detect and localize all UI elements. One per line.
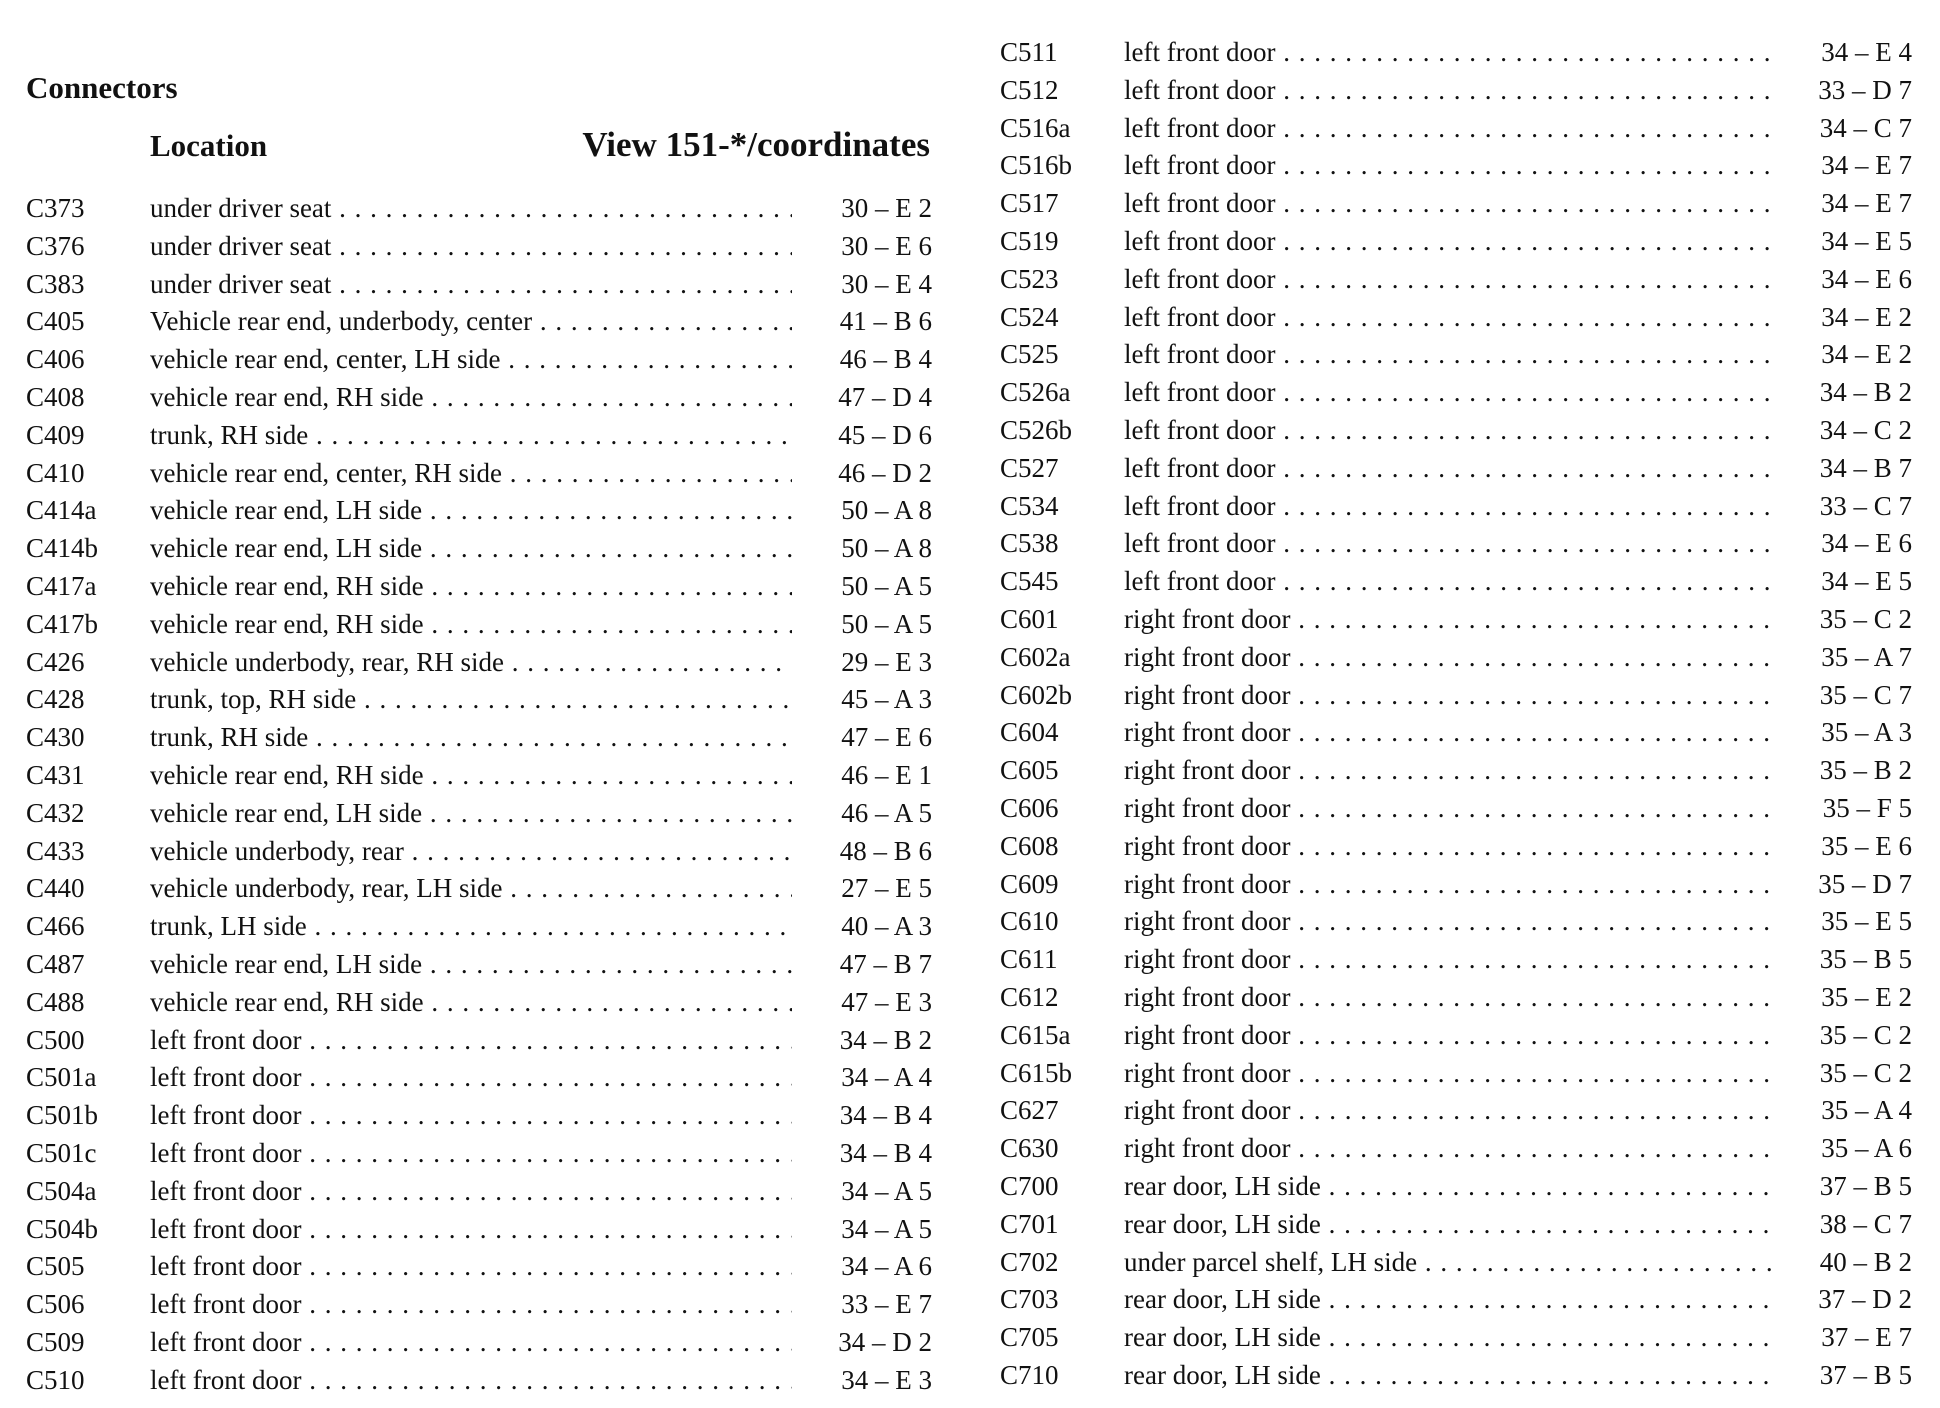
- connector-row: [26, 757, 932, 795]
- connector-location: rear door, LH side . . .: [1124, 1206, 1772, 1244]
- connector-code: C431: [26, 759, 85, 790]
- connector-location: left front door . . .: [150, 1135, 792, 1173]
- connector-row: [26, 379, 932, 417]
- connector-view-coordinate: 30 – E 4: [792, 266, 932, 304]
- connector-location: under driver seat . . .: [150, 266, 792, 304]
- connector-row: [26, 190, 932, 228]
- connector-view-coordinate: 41 – B 6: [792, 303, 932, 341]
- connector-location: right front door . . .: [1124, 903, 1772, 941]
- connector-location: left front door . . .: [150, 1324, 792, 1362]
- connector-row: [1000, 903, 1912, 941]
- connector-view-coordinate: 40 – B 2: [1772, 1244, 1912, 1282]
- connector-list-right: [1000, 34, 1912, 1395]
- connector-row: [26, 644, 932, 682]
- connector-row: [1000, 752, 1912, 790]
- connector-location: left front door . . .: [1124, 261, 1772, 299]
- connector-row: [1000, 1319, 1912, 1357]
- connector-code: C710: [1000, 1359, 1059, 1390]
- connector-code: C500: [26, 1024, 85, 1055]
- connector-view-coordinate: 35 – A 4: [1772, 1092, 1912, 1130]
- connector-view-coordinate: 34 – B 2: [1772, 374, 1912, 412]
- connector-code: C414b: [26, 533, 99, 564]
- connector-view-coordinate: 34 – E 2: [1772, 299, 1912, 337]
- connector-row: [1000, 1092, 1912, 1130]
- connector-code: C517: [1000, 188, 1059, 219]
- connector-row: [1000, 185, 1912, 223]
- connector-view-coordinate: 35 – A 3: [1772, 714, 1912, 752]
- connector-row: [1000, 525, 1912, 563]
- connector-code: C410: [26, 457, 85, 488]
- connector-view-coordinate: 47 – D 4: [792, 379, 932, 417]
- connector-location: right front door . . .: [1124, 1130, 1772, 1168]
- connector-location: left front door . . .: [150, 1022, 792, 1060]
- connector-view-coordinate: 34 – E 6: [1772, 261, 1912, 299]
- connector-location: left front door . . .: [150, 1362, 792, 1400]
- connector-location: left front door . . .: [150, 1097, 792, 1135]
- connector-view-coordinate: 34 – E 6: [1772, 525, 1912, 563]
- connector-row: [26, 1324, 932, 1362]
- connector-view-coordinate: 33 – E 7: [792, 1286, 932, 1324]
- connector-code: C630: [1000, 1133, 1059, 1164]
- connector-view-coordinate: 35 – C 2: [1772, 601, 1912, 639]
- connector-row: [1000, 1055, 1912, 1093]
- connector-code: C440: [26, 873, 85, 904]
- connector-view-coordinate: 47 – B 7: [792, 946, 932, 984]
- connector-location: left front door . . .: [1124, 147, 1772, 185]
- connector-code: C524: [1000, 301, 1059, 332]
- connector-view-coordinate: 35 – E 2: [1772, 979, 1912, 1017]
- connector-code: C426: [26, 646, 85, 677]
- connector-view-coordinate: 38 – C 7: [1772, 1206, 1912, 1244]
- connector-code: C527: [1000, 452, 1059, 483]
- connector-code: C516a: [1000, 112, 1071, 143]
- connector-view-coordinate: 34 – E 2: [1772, 336, 1912, 374]
- connector-row: [1000, 790, 1912, 828]
- connector-code: C504a: [26, 1175, 97, 1206]
- connector-code: C516b: [1000, 150, 1073, 181]
- connector-location: vehicle rear end, center, LH side . . .: [150, 341, 792, 379]
- connector-location: left front door . . .: [1124, 34, 1772, 72]
- connector-code: C512: [1000, 74, 1059, 105]
- connector-view-coordinate: 35 – A 7: [1772, 639, 1912, 677]
- connector-location: rear door, LH side . . .: [1124, 1281, 1772, 1319]
- connector-location: right front door . . .: [1124, 677, 1772, 715]
- connector-view-coordinate: 47 – E 3: [792, 984, 932, 1022]
- connector-code: C606: [1000, 792, 1059, 823]
- connector-row: [26, 1135, 932, 1173]
- connector-location: under driver seat . . .: [150, 228, 792, 266]
- connector-row: [26, 568, 932, 606]
- connector-view-coordinate: 50 – A 5: [792, 568, 932, 606]
- connector-location: vehicle rear end, LH side . . .: [150, 492, 792, 530]
- connector-location: rear door, LH side . . .: [1124, 1168, 1772, 1206]
- connector-view-coordinate: 33 – D 7: [1772, 72, 1912, 110]
- connector-code: C705: [1000, 1322, 1059, 1353]
- connector-code: C611: [1000, 944, 1058, 975]
- connector-location: right front door . . .: [1124, 866, 1772, 904]
- connector-view-coordinate: 34 – E 3: [792, 1362, 932, 1400]
- connector-view-coordinate: 46 – D 2: [792, 455, 932, 493]
- connector-code: C608: [1000, 830, 1059, 861]
- connector-row: [26, 1248, 932, 1286]
- connector-view-coordinate: 35 – B 5: [1772, 941, 1912, 979]
- connector-view-coordinate: 35 – E 5: [1772, 903, 1912, 941]
- connector-location: left front door . . .: [1124, 374, 1772, 412]
- connector-location: right front door . . .: [1124, 639, 1772, 677]
- connector-location: vehicle underbody, rear, RH side . . .: [150, 644, 792, 682]
- connector-code: C615b: [1000, 1057, 1073, 1088]
- connector-row: [26, 1059, 932, 1097]
- connector-view-coordinate: 34 – E 7: [1772, 185, 1912, 223]
- connector-location: left front door . . .: [1124, 336, 1772, 374]
- connector-row: [1000, 34, 1912, 72]
- connector-view-coordinate: 27 – E 5: [792, 870, 932, 908]
- connector-view-coordinate: 33 – C 7: [1772, 488, 1912, 526]
- connector-view-coordinate: 34 – E 7: [1772, 147, 1912, 185]
- connector-view-coordinate: 34 – B 4: [792, 1097, 932, 1135]
- connector-row: [1000, 72, 1912, 110]
- connector-view-coordinate: 35 – E 6: [1772, 828, 1912, 866]
- connector-row: [26, 833, 932, 871]
- connector-row: [1000, 677, 1912, 715]
- connector-location: left front door . . .: [150, 1286, 792, 1324]
- connector-code: C602a: [1000, 641, 1071, 672]
- connector-code: C501b: [26, 1100, 99, 1131]
- connector-view-coordinate: 34 – A 6: [792, 1248, 932, 1286]
- connector-view-coordinate: 34 – A 5: [792, 1173, 932, 1211]
- connector-code: C466: [26, 911, 85, 942]
- connector-code: C612: [1000, 981, 1059, 1012]
- connector-row: [1000, 110, 1912, 148]
- connector-code: C610: [1000, 906, 1059, 937]
- connector-row: [1000, 714, 1912, 752]
- connector-view-coordinate: 34 – E 5: [1772, 223, 1912, 261]
- connector-location: left front door . . .: [1124, 563, 1772, 601]
- connector-location: vehicle underbody, rear, LH side . . .: [150, 870, 792, 908]
- connector-location: left front door . . .: [1124, 488, 1772, 526]
- connector-view-coordinate: 35 – D 7: [1772, 866, 1912, 904]
- connector-code: C601: [1000, 603, 1059, 634]
- connector-row: [1000, 488, 1912, 526]
- connector-code: C604: [1000, 717, 1059, 748]
- connector-location: rear door, LH side . . .: [1124, 1357, 1772, 1395]
- connector-view-coordinate: 34 – B 2: [792, 1022, 932, 1060]
- connector-view-coordinate: 47 – E 6: [792, 719, 932, 757]
- connector-view-coordinate: 50 – A 5: [792, 606, 932, 644]
- connector-location: vehicle rear end, LH side . . .: [150, 795, 792, 833]
- connector-location: right front door . . .: [1124, 790, 1772, 828]
- connector-code: C383: [26, 268, 85, 299]
- connector-row: [26, 795, 932, 833]
- connector-code: C534: [1000, 490, 1059, 521]
- connector-code: C523: [1000, 263, 1059, 294]
- connector-location: right front door . . .: [1124, 979, 1772, 1017]
- connector-code: C519: [1000, 225, 1059, 256]
- connector-location: right front door . . .: [1124, 601, 1772, 639]
- connector-row: [26, 984, 932, 1022]
- connector-view-coordinate: 34 – C 7: [1772, 110, 1912, 148]
- connector-row: [1000, 1206, 1912, 1244]
- connector-code: C602b: [1000, 679, 1073, 710]
- connector-row: [1000, 1017, 1912, 1055]
- connector-location: left front door . . .: [150, 1059, 792, 1097]
- connector-code: C432: [26, 797, 85, 828]
- connector-code: C409: [26, 419, 85, 450]
- connector-view-coordinate: 35 – A 6: [1772, 1130, 1912, 1168]
- connector-code: C501a: [26, 1062, 97, 1093]
- connector-location: vehicle rear end, center, RH side . . .: [150, 455, 792, 493]
- connector-code: C700: [1000, 1170, 1059, 1201]
- connector-view-coordinate: 37 – E 7: [1772, 1319, 1912, 1357]
- connector-row: [1000, 412, 1912, 450]
- connector-row: [26, 1211, 932, 1249]
- connector-row: [1000, 450, 1912, 488]
- connector-row: [26, 266, 932, 304]
- connector-view-coordinate: 34 – E 5: [1772, 563, 1912, 601]
- connector-row: [26, 228, 932, 266]
- connector-code: C702: [1000, 1246, 1059, 1277]
- connector-code: C511: [1000, 37, 1058, 67]
- connector-code: C488: [26, 986, 85, 1017]
- connector-code: C526b: [1000, 414, 1073, 445]
- connector-row: [26, 530, 932, 568]
- connector-row: [1000, 639, 1912, 677]
- connector-view-coordinate: 40 – A 3: [792, 908, 932, 946]
- connector-row: [26, 908, 932, 946]
- connector-view-coordinate: 34 – E 4: [1772, 34, 1912, 72]
- connector-view-coordinate: 35 – C 2: [1772, 1055, 1912, 1093]
- connector-location: vehicle rear end, RH side . . .: [150, 379, 792, 417]
- connector-row: [1000, 336, 1912, 374]
- connector-row: [1000, 941, 1912, 979]
- connector-view-coordinate: 35 – C 7: [1772, 677, 1912, 715]
- connector-code: C428: [26, 684, 85, 715]
- connector-code: C417b: [26, 608, 99, 639]
- connector-row: [26, 1173, 932, 1211]
- connector-row: [1000, 828, 1912, 866]
- connector-location: left front door . . .: [1124, 72, 1772, 110]
- connector-row: [26, 417, 932, 455]
- section-title: Connectors: [26, 70, 178, 105]
- connector-row: [1000, 299, 1912, 337]
- connector-view-coordinate: 48 – B 6: [792, 833, 932, 871]
- connector-code: C627: [1000, 1095, 1059, 1126]
- connector-row: [26, 341, 932, 379]
- connector-location: left front door . . .: [150, 1248, 792, 1286]
- connector-row: [26, 1286, 932, 1324]
- connector-code: C417a: [26, 570, 97, 601]
- connector-code: C609: [1000, 868, 1059, 899]
- connector-view-coordinate: 46 – A 5: [792, 795, 932, 833]
- connector-code: C506: [26, 1289, 85, 1320]
- connector-code: C408: [26, 381, 85, 412]
- connector-view-coordinate: 35 – B 2: [1772, 752, 1912, 790]
- connector-view-coordinate: 50 – A 8: [792, 530, 932, 568]
- connector-view-coordinate: 29 – E 3: [792, 644, 932, 682]
- connector-location: trunk, RH side . . .: [150, 719, 792, 757]
- connector-code: C430: [26, 722, 85, 753]
- connector-code: C405: [26, 306, 85, 337]
- connector-row: [26, 946, 932, 984]
- connector-row: [1000, 223, 1912, 261]
- connector-view-coordinate: 37 – B 5: [1772, 1168, 1912, 1206]
- connector-location: under parcel shelf, LH side . . .: [1124, 1244, 1772, 1282]
- connector-row: [1000, 979, 1912, 1017]
- connector-row: [1000, 374, 1912, 412]
- connector-code: C526a: [1000, 377, 1071, 408]
- connector-row: [26, 681, 932, 719]
- connector-view-coordinate: 34 – C 2: [1772, 412, 1912, 450]
- connector-location: under driver seat . . .: [150, 190, 792, 228]
- connector-view-coordinate: 34 – A 4: [792, 1059, 932, 1097]
- connector-code: C701: [1000, 1208, 1059, 1239]
- connector-code: C703: [1000, 1284, 1059, 1315]
- connector-location: left front door . . .: [1124, 299, 1772, 337]
- connector-location: trunk, RH side . . .: [150, 417, 792, 455]
- connector-row: [1000, 147, 1912, 185]
- connector-location: vehicle rear end, RH side . . .: [150, 606, 792, 644]
- connector-row: [26, 1097, 932, 1135]
- connector-view-coordinate: 37 – D 2: [1772, 1281, 1912, 1319]
- connector-view-coordinate: 50 – A 8: [792, 492, 932, 530]
- connector-view-coordinate: 45 – A 3: [792, 681, 932, 719]
- connector-location: right front door . . .: [1124, 752, 1772, 790]
- connector-view-coordinate: 34 – B 4: [792, 1135, 932, 1173]
- connector-list-left: [26, 190, 932, 1400]
- connector-code: C376: [26, 230, 85, 261]
- connector-location: right front door . . .: [1124, 941, 1772, 979]
- connector-code: C433: [26, 835, 85, 866]
- connector-location: left front door . . .: [1124, 185, 1772, 223]
- connector-location: trunk, top, RH side . . .: [150, 681, 792, 719]
- connector-row: [1000, 1168, 1912, 1206]
- connector-location: vehicle rear end, RH side . . .: [150, 984, 792, 1022]
- connector-location: rear door, LH side . . .: [1124, 1319, 1772, 1357]
- connector-view-coordinate: 37 – B 5: [1772, 1357, 1912, 1395]
- connector-row: [1000, 1281, 1912, 1319]
- connector-row: [1000, 1244, 1912, 1282]
- connector-location: vehicle rear end, LH side . . .: [150, 946, 792, 984]
- connector-code: C525: [1000, 339, 1059, 370]
- connector-code: C605: [1000, 755, 1059, 786]
- connector-row: [1000, 1130, 1912, 1168]
- connector-code: C538: [1000, 528, 1059, 559]
- connector-row: [1000, 601, 1912, 639]
- connector-code: C373: [26, 193, 85, 223]
- location-column-header: Location: [150, 128, 268, 163]
- connector-view-coordinate: 35 – F 5: [1772, 790, 1912, 828]
- connector-view-coordinate: 46 – B 4: [792, 341, 932, 379]
- connector-view-coordinate: 30 – E 2: [792, 190, 932, 228]
- connector-location: right front door . . .: [1124, 1017, 1772, 1055]
- connector-view-coordinate: 45 – D 6: [792, 417, 932, 455]
- connector-row: [26, 606, 932, 644]
- connector-code: C505: [26, 1251, 85, 1282]
- connector-location: right front door . . .: [1124, 1055, 1772, 1093]
- connector-row: [26, 455, 932, 493]
- connector-location: left front door . . .: [1124, 110, 1772, 148]
- connector-row: [26, 492, 932, 530]
- connector-view-coordinate: 35 – C 2: [1772, 1017, 1912, 1055]
- connector-location: vehicle underbody, rear . . .: [150, 833, 792, 871]
- connector-code: C545: [1000, 566, 1059, 597]
- connector-location: vehicle rear end, RH side . . .: [150, 757, 792, 795]
- connector-row: [26, 1362, 932, 1400]
- connector-location: left front door . . .: [1124, 525, 1772, 563]
- connector-code: C501c: [26, 1137, 97, 1168]
- connector-code: C510: [26, 1364, 85, 1395]
- connector-location: right front door . . .: [1124, 828, 1772, 866]
- connector-code: C406: [26, 344, 85, 375]
- connector-code: C487: [26, 948, 85, 979]
- connector-location: left front door . . .: [150, 1173, 792, 1211]
- connector-location: vehicle rear end, LH side . . .: [150, 530, 792, 568]
- connector-location: left front door . . .: [1124, 412, 1772, 450]
- connector-row: [26, 719, 932, 757]
- connector-row: [1000, 563, 1912, 601]
- connector-location: left front door . . .: [1124, 450, 1772, 488]
- connector-code: C414a: [26, 495, 97, 526]
- connector-view-coordinate: 34 – A 5: [792, 1211, 932, 1249]
- connector-row: [1000, 866, 1912, 904]
- connector-location: vehicle rear end, RH side . . .: [150, 568, 792, 606]
- connector-view-coordinate: 34 – D 2: [792, 1324, 932, 1362]
- connector-location: trunk, LH side . . .: [150, 908, 792, 946]
- connector-row: [26, 870, 932, 908]
- connector-row: [26, 303, 932, 341]
- connector-view-coordinate: 46 – E 1: [792, 757, 932, 795]
- connector-view-coordinate: 30 – E 6: [792, 228, 932, 266]
- connector-row: [1000, 1357, 1912, 1395]
- connector-view-coordinate: 34 – B 7: [1772, 450, 1912, 488]
- connector-location: left front door . . .: [150, 1211, 792, 1249]
- connector-location: left front door . . .: [1124, 223, 1772, 261]
- connector-location: right front door . . .: [1124, 1092, 1772, 1130]
- view-coordinates-column-header: View 151-*/coordinates: [582, 125, 930, 164]
- connector-row: [26, 1022, 932, 1060]
- connector-code: C615a: [1000, 1019, 1071, 1050]
- connector-location: right front door . . .: [1124, 714, 1772, 752]
- connector-code: C504b: [26, 1213, 99, 1244]
- connector-row: [1000, 261, 1912, 299]
- connector-location: Vehicle rear end, underbody, center . . .: [150, 303, 792, 341]
- connector-code: C509: [26, 1326, 85, 1357]
